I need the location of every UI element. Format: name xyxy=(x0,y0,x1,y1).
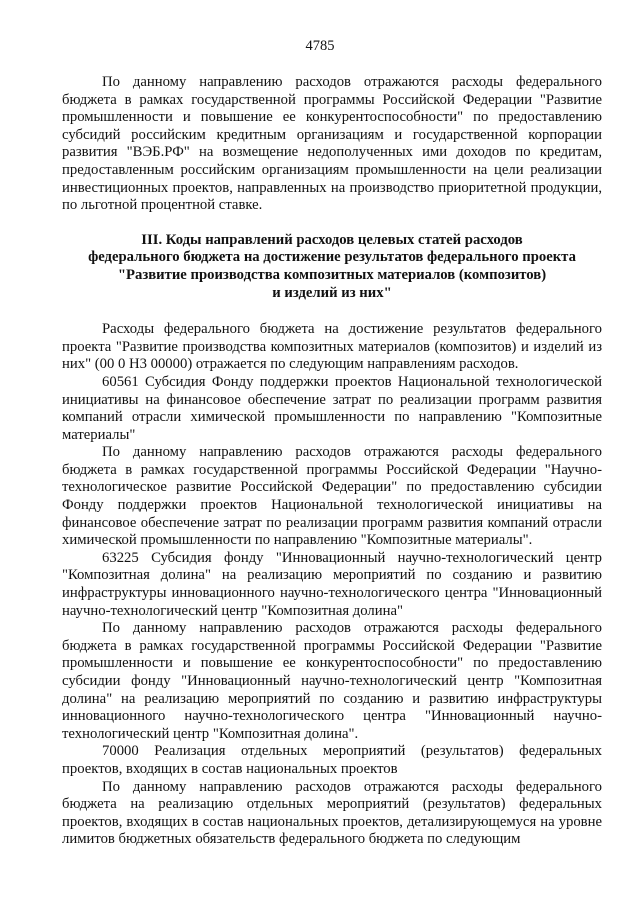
paragraph-code-70000-description: По данному направлению расходов отражаются расходы федерального бюджета на реализацию отдельных мероприятий (результатов) федеральных проектов, входящих в состав национальных проектов, детализирующемуся на уровне лимитов бюджетных обязательств федерального бюджета по следующим xyxy=(62,778,602,848)
section-title-line: и изделий из них" xyxy=(272,284,392,301)
section-title-line: "Развитие производства композитных материалов (композитов) xyxy=(117,266,547,283)
page-number: 4785 xyxy=(305,38,335,54)
paragraph-code-60561: 60561 Субсидия Фонду поддержки проектов Национальной технологической инициативы на финансовое обеспечение затрат по реализации программ развития компаний отрасли химической промышленности по направлению "Композитные материалы" xyxy=(62,373,602,443)
paragraph-intro: Расходы федерального бюджета на достижение результатов федерального проекта "Развитие производства композитных материалов (композитов) и изделий из них" (00 0 Н3 00000) отражается по следующим направлениям расходов. xyxy=(62,321,602,373)
section-title-line: федерального бюджета на достижение результатов федерального проекта xyxy=(88,249,576,266)
paragraph-code-70000: 70000 Реализация отдельных мероприятий (результатов) федеральных проектов, входящих в состав национальных проектов xyxy=(62,743,602,777)
section-title xyxy=(62,232,602,302)
paragraph-code-60561-description: По данному направлению расходов отражаются расходы федерального бюджета в рамках государственной программы Российской Федерации "Научно-технологическое развитие Российской Федерации" по предоставлению субсидии Фонду поддержки проектов Национальной технологической инициативы на финансовое обеспечение затрат по реализации программ развития компаний отрасли химической промышленности по направлению "Композитные материалы". xyxy=(62,444,602,549)
paragraph-code-63225: 63225 Субсидия фонду "Инновационный научно-технологический центр "Композитная долина" на реализацию мероприятий по созданию и развитию инфраструктуры инновационного научно-технологического центра "Инновационный научно-технологический центр "Композитная долина" xyxy=(62,549,602,619)
section-title-line: III. Коды направлений расходов целевых статей расходов xyxy=(141,231,523,248)
document-body xyxy=(62,74,602,849)
paragraph-federal-budget-credit-compensation: По данному направлению расходов отражаются расходы федерального бюджета в рамках государственной программы Российской Федерации "Развитие промышленности и повышение ее конкурентоспособности" по предоставлению субсидий российским кредитным организациям и государственной корпорации развития "ВЭБ.РФ" на возмещение недополученных ими доходов по кредитам, предоставленным российским организациям промышленности на цели реализации инвестиционных проектов, направленных на производство приоритетной продукции, по льготной процентной ставке. xyxy=(62,74,602,214)
paragraph-code-63225-description: По данному направлению расходов отражаются расходы федерального бюджета в рамках государственной программы Российской Федерации "Развитие промышленности и повышение ее конкурентоспособности" по предоставлению субсидии фонду "Инновационный научно-технологический центр "Композитная долина" на реализацию мероприятий по созданию и развитию инфраструктуры инновационного научно-технологического центра "Инновационный научно-технологический центр "Композитная долина". xyxy=(62,620,602,742)
